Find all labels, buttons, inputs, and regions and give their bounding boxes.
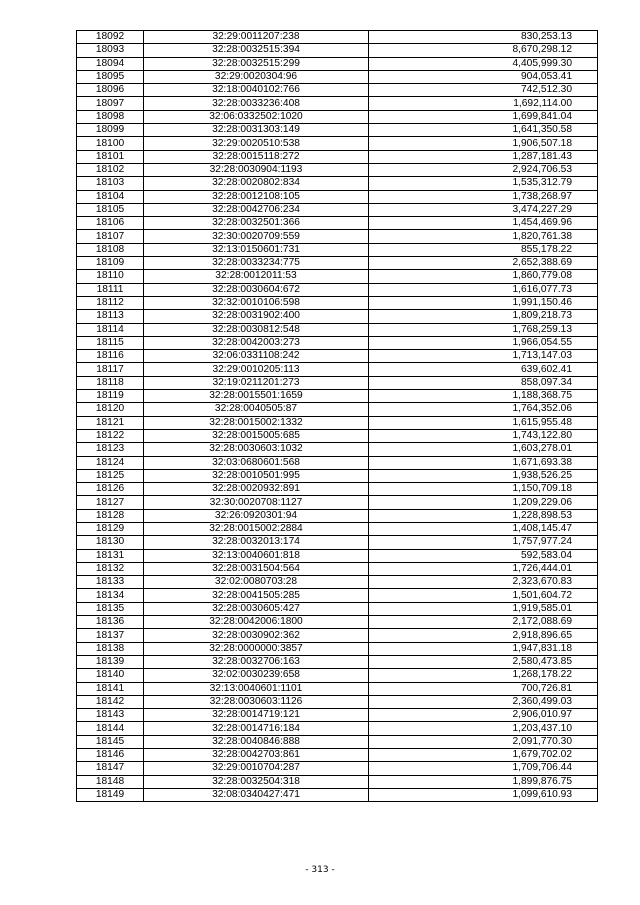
- cadastral-number-cell: 32:28:0041505:285: [144, 589, 369, 602]
- cadastral-value-cell: 2,172,088.69: [369, 616, 598, 629]
- cadastral-value-cell: 1,860,779.08: [369, 270, 598, 283]
- table-row: [77, 469, 598, 482]
- table-row: [77, 682, 598, 695]
- cadastral-value-cell: 592,583.04: [369, 549, 598, 562]
- row-number-cell: 18095: [77, 70, 144, 83]
- cadastral-value-cell: 1,268,178.22: [369, 669, 598, 682]
- cadastral-value-cell: 1,938,526.25: [369, 469, 598, 482]
- table-row: [77, 323, 598, 336]
- cadastral-value-cell: 1,820,761.38: [369, 230, 598, 243]
- cadastral-value-cell: 904,053.41: [369, 70, 598, 83]
- table-row: [77, 296, 598, 309]
- cadastral-number-cell: 32:28:0020802:834: [144, 177, 369, 190]
- table-row: [77, 230, 598, 243]
- table-row: [77, 576, 598, 589]
- row-number-cell: 18103: [77, 177, 144, 190]
- cadastral-number-cell: 32:30:0020708:1127: [144, 496, 369, 509]
- row-number-cell: 18125: [77, 469, 144, 482]
- cadastral-number-cell: 32:28:0015501:1659: [144, 390, 369, 403]
- cadastral-value-cell: 639,602.41: [369, 363, 598, 376]
- cadastral-number-cell: 32:08:0340427:471: [144, 788, 369, 801]
- table-row: [77, 363, 598, 376]
- cadastral-value-cell: 1,966,054.55: [369, 336, 598, 349]
- row-number-cell: 18144: [77, 722, 144, 735]
- cadastral-value-cell: 1,906,507.18: [369, 137, 598, 150]
- cadastral-value-cell: 855,178.22: [369, 243, 598, 256]
- cadastral-value-cell: 1,899,876.75: [369, 775, 598, 788]
- cadastral-value-cell: 1,699,841.04: [369, 110, 598, 123]
- cadastral-value-cell: 1,603,278.01: [369, 443, 598, 456]
- row-number-cell: 18096: [77, 84, 144, 97]
- row-number-cell: 18118: [77, 376, 144, 389]
- cadastral-value-cell: 1,768,259.13: [369, 323, 598, 336]
- table-row: [77, 217, 598, 230]
- cadastral-value-cell: 830,253.13: [369, 31, 598, 44]
- cadastral-value-cell: 1,616,077.73: [369, 283, 598, 296]
- row-number-cell: 18122: [77, 429, 144, 442]
- row-number-cell: 18142: [77, 695, 144, 708]
- cadastral-number-cell: 32:28:0010501:995: [144, 469, 369, 482]
- cadastral-number-cell: 32:28:0014719:121: [144, 709, 369, 722]
- cadastral-number-cell: 32:28:0042706:234: [144, 203, 369, 216]
- row-number-cell: 18131: [77, 549, 144, 562]
- cadastral-number-cell: 32:06:0332502:1020: [144, 110, 369, 123]
- cadastral-number-cell: 32:28:0032515:299: [144, 57, 369, 70]
- row-number-cell: 18137: [77, 629, 144, 642]
- cadastral-number-cell: 32:13:0040601:1101: [144, 682, 369, 695]
- cadastral-number-cell: 32:06:0331108:242: [144, 350, 369, 363]
- row-number-cell: 18133: [77, 576, 144, 589]
- row-number-cell: 18121: [77, 416, 144, 429]
- row-number-cell: 18104: [77, 190, 144, 203]
- cadastral-number-cell: 32:28:0015002:2884: [144, 522, 369, 535]
- cadastral-value-cell: 1,454,469.96: [369, 217, 598, 230]
- cadastral-value-cell: 1,757,977.24: [369, 536, 598, 549]
- row-number-cell: 18117: [77, 363, 144, 376]
- row-number-cell: 18120: [77, 403, 144, 416]
- cadastral-number-cell: 32:26:0920301:94: [144, 509, 369, 522]
- row-number-cell: 18101: [77, 150, 144, 163]
- cadastral-value-cell: 1,203,437.10: [369, 722, 598, 735]
- cadastral-number-cell: 32:28:0030604:672: [144, 283, 369, 296]
- table-row: [77, 270, 598, 283]
- row-number-cell: 18119: [77, 390, 144, 403]
- row-number-cell: 18140: [77, 669, 144, 682]
- cadastral-number-cell: 32:28:0000000:3857: [144, 642, 369, 655]
- row-number-cell: 18092: [77, 31, 144, 44]
- table-row: [77, 283, 598, 296]
- cadastral-value-cell: 1,743,122.80: [369, 429, 598, 442]
- cadastral-value-cell: 1,535,312.79: [369, 177, 598, 190]
- table-row: [77, 150, 598, 163]
- row-number-cell: 18094: [77, 57, 144, 70]
- cadastral-value-cell: 1,809,218.73: [369, 310, 598, 323]
- row-number-cell: 18105: [77, 203, 144, 216]
- row-number-cell: 18114: [77, 323, 144, 336]
- table-row: [77, 177, 598, 190]
- cadastral-number-cell: 32:32:0010106:598: [144, 296, 369, 309]
- table-row: [77, 336, 598, 349]
- table-row: [77, 70, 598, 83]
- table-row: [77, 616, 598, 629]
- cadastral-value-cell: 2,360,499.03: [369, 695, 598, 708]
- table-row: [77, 509, 598, 522]
- row-number-cell: 18126: [77, 483, 144, 496]
- cadastral-number-cell: 32:28:0032706:163: [144, 655, 369, 668]
- cadastral-number-cell: 32:02:0030239:658: [144, 669, 369, 682]
- cadastral-value-cell: 1,991,150.46: [369, 296, 598, 309]
- cadastral-number-cell: 32:28:0040505:87: [144, 403, 369, 416]
- cadastral-value-cell: 1,713,147.03: [369, 350, 598, 363]
- table-row: [77, 629, 598, 642]
- table-row: [77, 749, 598, 762]
- cadastral-value-cell: 1,726,444.01: [369, 562, 598, 575]
- cadastral-number-cell: 32:28:0031902:400: [144, 310, 369, 323]
- table-row: [77, 443, 598, 456]
- cadastral-value-cell: 1,099,610.93: [369, 788, 598, 801]
- row-number-cell: 18102: [77, 163, 144, 176]
- cadastral-number-cell: 32:19:0211201:273: [144, 376, 369, 389]
- row-number-cell: 18127: [77, 496, 144, 509]
- cadastral-number-cell: 32:28:0042003:273: [144, 336, 369, 349]
- cadastral-value-cell: 1,287,181.43: [369, 150, 598, 163]
- row-number-cell: 18146: [77, 749, 144, 762]
- cadastral-number-cell: 32:02:0080703:28: [144, 576, 369, 589]
- cadastral-number-cell: 32:28:0015002:1332: [144, 416, 369, 429]
- row-number-cell: 18110: [77, 270, 144, 283]
- cadastral-value-cell: 2,323,670.83: [369, 576, 598, 589]
- table-row: [77, 31, 598, 44]
- row-number-cell: 18123: [77, 443, 144, 456]
- table-row: [77, 97, 598, 110]
- table-row: [77, 137, 598, 150]
- table-row: [77, 775, 598, 788]
- table-row: [77, 110, 598, 123]
- table-row: [77, 257, 598, 270]
- cadastral-value-cell: 2,091,770.30: [369, 735, 598, 748]
- row-number-cell: 18145: [77, 735, 144, 748]
- table-row: [77, 722, 598, 735]
- cadastral-number-cell: 32:28:0015118:272: [144, 150, 369, 163]
- cadastral-number-cell: 32:28:0032504:318: [144, 775, 369, 788]
- cadastral-number-cell: 32:28:0031504:564: [144, 562, 369, 575]
- cadastral-value-cell: 1,692,114.00: [369, 97, 598, 110]
- cadastral-value-cell: 1,919,585.01: [369, 602, 598, 615]
- row-number-cell: 18097: [77, 97, 144, 110]
- cadastral-value-cell: 1,150,709.18: [369, 483, 598, 496]
- table-row: [77, 589, 598, 602]
- table-row: [77, 84, 598, 97]
- table-row: [77, 243, 598, 256]
- row-number-cell: 18109: [77, 257, 144, 270]
- table-row: [77, 429, 598, 442]
- cadastral-number-cell: 32:29:0020510:538: [144, 137, 369, 150]
- table-row: [77, 536, 598, 549]
- row-number-cell: 18111: [77, 283, 144, 296]
- row-number-cell: 18107: [77, 230, 144, 243]
- cadastral-number-cell: 32:29:0020304:96: [144, 70, 369, 83]
- cadastral-value-cell: 858,097.34: [369, 376, 598, 389]
- row-number-cell: 18099: [77, 124, 144, 137]
- cadastral-number-cell: 32:28:0030605:427: [144, 602, 369, 615]
- cadastral-value-cell: 1,209,229.06: [369, 496, 598, 509]
- row-number-cell: 18138: [77, 642, 144, 655]
- table-row: [77, 350, 598, 363]
- cadastral-number-cell: 32:28:0012108:105: [144, 190, 369, 203]
- cadastral-number-cell: 32:13:0040601:818: [144, 549, 369, 562]
- cadastral-number-cell: 32:28:0015005:685: [144, 429, 369, 442]
- page-number: - 313 -: [305, 865, 335, 875]
- table-row: [77, 562, 598, 575]
- row-number-cell: 18106: [77, 217, 144, 230]
- cadastral-value-cell: 1,671,693.38: [369, 456, 598, 469]
- row-number-cell: 18130: [77, 536, 144, 549]
- table-row: [77, 642, 598, 655]
- cadastral-number-cell: 32:28:0032013:174: [144, 536, 369, 549]
- row-number-cell: 18093: [77, 44, 144, 57]
- cadastral-value-cell: 2,906,010.97: [369, 709, 598, 722]
- row-number-cell: 18132: [77, 562, 144, 575]
- row-number-cell: 18112: [77, 296, 144, 309]
- table-row: [77, 669, 598, 682]
- table-row: [77, 376, 598, 389]
- table-row: [77, 190, 598, 203]
- cadastral-value-cell: 2,652,388.69: [369, 257, 598, 270]
- cadastral-number-cell: 32:18:0040102:766: [144, 84, 369, 97]
- row-number-cell: 18129: [77, 522, 144, 535]
- cadastral-value-cell: 1,738,268.97: [369, 190, 598, 203]
- cadastral-value-cell: 700,726.81: [369, 682, 598, 695]
- cadastral-value-cell: 1,764,352.06: [369, 403, 598, 416]
- table-row: [77, 203, 598, 216]
- cadastral-value-cell: 1,228,898.53: [369, 509, 598, 522]
- table-row: [77, 310, 598, 323]
- table-row: [77, 655, 598, 668]
- registry-table-body: [77, 31, 598, 802]
- cadastral-value-cell: 8,670,298.12: [369, 44, 598, 57]
- cadastral-number-cell: 32:13:0150601:731: [144, 243, 369, 256]
- cadastral-value-cell: 2,918,896.65: [369, 629, 598, 642]
- table-row: [77, 762, 598, 775]
- row-number-cell: 18100: [77, 137, 144, 150]
- table-row: [77, 124, 598, 137]
- table-row: [77, 483, 598, 496]
- row-number-cell: 18147: [77, 762, 144, 775]
- cadastral-number-cell: 32:28:0032515:394: [144, 44, 369, 57]
- row-number-cell: 18143: [77, 709, 144, 722]
- cadastral-number-cell: 32:28:0012011:53: [144, 270, 369, 283]
- table-row: [77, 496, 598, 509]
- cadastral-number-cell: 32:28:0040846:888: [144, 735, 369, 748]
- table-row: [77, 549, 598, 562]
- row-number-cell: 18128: [77, 509, 144, 522]
- table-row: [77, 735, 598, 748]
- cadastral-number-cell: 32:28:0032501:366: [144, 217, 369, 230]
- cadastral-number-cell: 32:29:0011207:238: [144, 31, 369, 44]
- row-number-cell: 18124: [77, 456, 144, 469]
- row-number-cell: 18141: [77, 682, 144, 695]
- table-row: [77, 522, 598, 535]
- registry-sheet: [76, 30, 598, 802]
- cadastral-number-cell: 32:28:0033234:775: [144, 257, 369, 270]
- cadastral-number-cell: 32:28:0030603:1032: [144, 443, 369, 456]
- table-row: [77, 456, 598, 469]
- row-number-cell: 18116: [77, 350, 144, 363]
- cadastral-value-cell: 1,408,145.47: [369, 522, 598, 535]
- table-row: [77, 390, 598, 403]
- row-number-cell: 18113: [77, 310, 144, 323]
- cadastral-value-cell: 1,188,368.75: [369, 390, 598, 403]
- row-number-cell: 18149: [77, 788, 144, 801]
- table-row: [77, 788, 598, 801]
- row-number-cell: 18115: [77, 336, 144, 349]
- cadastral-number-cell: 32:28:0042006:1800: [144, 616, 369, 629]
- cadastral-number-cell: 32:29:0010205:113: [144, 363, 369, 376]
- cadastral-value-cell: 1,679,702.02: [369, 749, 598, 762]
- cadastral-number-cell: 32:28:0030812:548: [144, 323, 369, 336]
- row-number-cell: 18136: [77, 616, 144, 629]
- table-row: [77, 44, 598, 57]
- cadastral-number-cell: 32:28:0020932:891: [144, 483, 369, 496]
- table-row: [77, 695, 598, 708]
- row-number-cell: 18098: [77, 110, 144, 123]
- cadastral-number-cell: 32:28:0042703:861: [144, 749, 369, 762]
- cadastral-value-cell: 742,512.30: [369, 84, 598, 97]
- cadastral-number-cell: 32:03:0680601:568: [144, 456, 369, 469]
- table-row: [77, 57, 598, 70]
- table-row: [77, 403, 598, 416]
- row-number-cell: 18135: [77, 602, 144, 615]
- registry-table: [76, 30, 598, 802]
- row-number-cell: 18139: [77, 655, 144, 668]
- cadastral-value-cell: 1,501,604.72: [369, 589, 598, 602]
- cadastral-number-cell: 32:28:0030904:1193: [144, 163, 369, 176]
- cadastral-number-cell: 32:30:0020709:559: [144, 230, 369, 243]
- table-row: [77, 602, 598, 615]
- cadastral-number-cell: 32:28:0014716:184: [144, 722, 369, 735]
- table-row: [77, 163, 598, 176]
- table-row: [77, 709, 598, 722]
- cadastral-value-cell: 1,641,350.58: [369, 124, 598, 137]
- cadastral-value-cell: 1,709,706.44: [369, 762, 598, 775]
- cadastral-value-cell: 1,947,831.18: [369, 642, 598, 655]
- cadastral-value-cell: 3,474,227.29: [369, 203, 598, 216]
- cadastral-value-cell: 4,405,999.30: [369, 57, 598, 70]
- cadastral-number-cell: 32:28:0030603:1126: [144, 695, 369, 708]
- cadastral-value-cell: 1,615,955.48: [369, 416, 598, 429]
- table-row: [77, 416, 598, 429]
- row-number-cell: 18134: [77, 589, 144, 602]
- row-number-cell: 18108: [77, 243, 144, 256]
- cadastral-number-cell: 32:28:0031303:149: [144, 124, 369, 137]
- cadastral-value-cell: 2,580,473.85: [369, 655, 598, 668]
- cadastral-number-cell: 32:28:0033236:408: [144, 97, 369, 110]
- cadastral-number-cell: 32:28:0030902:362: [144, 629, 369, 642]
- row-number-cell: 18148: [77, 775, 144, 788]
- cadastral-value-cell: 2,924,706.53: [369, 163, 598, 176]
- cadastral-number-cell: 32:29:0010704:287: [144, 762, 369, 775]
